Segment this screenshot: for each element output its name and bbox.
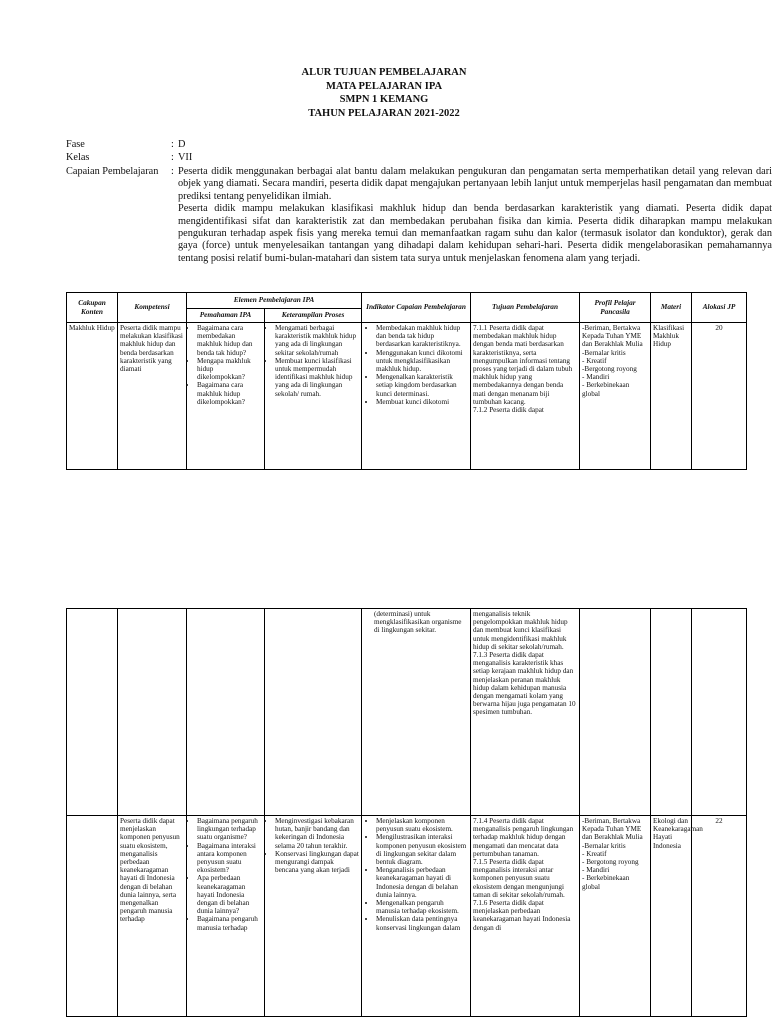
tujuan-text: 7.1.6 Peserta didik dapat menjelaskan perbedaan keanekaragaman hayati Indonesia dengan di — [473, 899, 571, 932]
cell-materi — [651, 816, 703, 1017]
cell-indikator — [362, 323, 471, 470]
cell-empty — [651, 609, 692, 816]
tujuan-text: 7.1.3 Peserta didik dapat menganalisis karakteristik khas setiap kerajaan makhluk hidup dan menjelaskan peranan makhluk hidup dalam kehidupan manusia dengan mengamati kolam yang berwarna hijau juga pengamatan 10 spesimen tumbuhan. — [473, 651, 576, 717]
profil-item: -Beriman, Bertakwa Kepada Tuhan YME dan Berakhlak Mulia — [582, 817, 643, 842]
profil-item: -Beriman, Bertakwa Kepada Tuhan YME dan Berakhlak Mulia — [582, 324, 643, 349]
header-keterampilan: Keterampilan Proses — [265, 309, 362, 323]
capaian-value — [178, 166, 772, 265]
cell-kompetensi — [118, 323, 187, 470]
tujuan-text: 7.1.2 Peserta didik dapat — [473, 406, 544, 415]
cell-pemahaman — [187, 323, 265, 470]
tujuan-text: 7.1.4 Peserta didik dapat menganalisis pengaruh lingkungan terhadap makhluk hidup dengan mengamati dan mencatat data pertumbuhan tanaman. — [473, 817, 574, 858]
colon: : — [171, 152, 174, 163]
cell-keterampilan — [265, 323, 362, 470]
title-line: MATA PELAJARAN IPA — [325, 80, 443, 92]
profil-item: - Kreatif — [582, 849, 607, 858]
title-line: ALUR TUJUAN PEMBELAJARAN — [301, 67, 467, 78]
list-item: • Mengilustrasikan interaksi komponen penyusun ekosistem di lingkungan sekitar dalam bentuk diagram. — [376, 833, 468, 866]
title-line: TAHUN PELAJARAN 2021-2022 — [308, 107, 460, 119]
document-title — [0, 66, 768, 120]
fase-label: Fase — [66, 139, 85, 150]
alokasi-text: 20 — [715, 324, 723, 332]
cell-alokasi — [692, 816, 747, 1017]
cell-pemahaman — [187, 816, 265, 1017]
list-item: • Bagaimana interaksi antara komponen penyusun suatu ekosistem? — [197, 842, 262, 875]
cell-alokasi — [692, 323, 747, 470]
list-item: • Bagaimana cara makhluk hidup dikelompokkan? — [197, 381, 262, 406]
header-alokasi: Alokasi JP — [692, 293, 747, 323]
list-item: • Menganalisis perbedaan keanekaragaman hayati di Indonesia dengan di belahan dunia lainnya. — [376, 866, 468, 899]
materi-text: Klasifikasi Makhluk Hidup — [653, 324, 685, 349]
cell-tujuan — [471, 816, 580, 1017]
list-item: • Mengamati berbagai karakteristik makhluk hidup yang ada di lingkungan sekitar sekolah/rumah — [275, 324, 359, 357]
cell-indikator — [362, 609, 471, 816]
tujuan-text: menganalisis teknik pengelompokkan makhluk hidup dan membuat kunci klasifikasi untuk mengidentifikasi makhluk hidup di sekitar sekolah/rumah. — [473, 610, 568, 651]
cakupan-text: Makhluk Hidup — [69, 324, 115, 332]
kompetensi-text: Peserta didik mampu melakukan klasifikasi makhluk hidup dan benda berdasarkan karakteristik yang diamati — [120, 324, 183, 374]
list-item: • Menuliskan data pentingnya konservasi lingkungan dalam — [376, 915, 468, 931]
list-item: • Menggunakan kunci dikotomi untuk mengklasifikasikan makhluk hidup. — [376, 349, 468, 374]
header-pemahaman: Pemahaman IPA — [187, 309, 265, 323]
fase-value: D — [178, 139, 186, 150]
cell-tujuan — [471, 609, 580, 816]
learning-flow-table-1 — [66, 292, 747, 470]
colon: : — [171, 139, 174, 150]
tujuan-text: 7.1.5 Peserta didik dapat menganalisis interaksi antar komponen penyusun suatu ekosistem dengan mengunjungi taman di sekitar sekolah/rumah. — [473, 858, 565, 899]
materi-text: Ekologi dan Keanekaragaman Hayati Indonesia — [653, 817, 703, 850]
list-item: • Bagaimana pengaruh lingkungan terhadap suatu organisme? — [197, 817, 262, 842]
tujuan-text: 7.1.1 Peserta didik dapat membedakan makhluk hidup dengan benda mati berdasarkan karakteristiknya, serta mengumpulkan informasi tentang proses yang terjadi di dalam tubuh makhluk hidup yang membedakannya dengan benda mati dengan menanam biji tumbuhan kacang. — [473, 324, 573, 406]
title-line: SMPN 1 KEMANG — [339, 94, 429, 105]
header-tujuan: Tujuan Pembelajaran — [471, 293, 580, 323]
capaian-paragraph-2: Peserta didik mampu melakukan klasifikasi makhluk hidup dan benda berdasarkan karakteristik yang diamati. Peserta didik dapat mengidentifikasi sifat dan karakteristik zat dan membedakan perubahan fisika dan kimia. Peserta didik diharapkan mampu melakukan pengukuran terhadap aspek fisis yang mereka temui dan memanfaatkan ragam suhu dan kalor (termasuk isolator dan konduktor), gerak dan gaya (force) untuk menyelesaikan tantangan yang dihadapi dalam kehidupan sehari-hari. Peserta didik mengelaborasikan pemahamannya tentang posisi relatif bumi-bulan-matahari dan sistem tata surya untuk menjelaskan fenomena alam yang terjadi. — [178, 203, 772, 264]
profil-item: - Mandiri — [582, 373, 610, 382]
kelas-label: Kelas — [66, 152, 90, 163]
header-indikator: Indikator Capaian Pembelajaran — [362, 293, 471, 323]
profil-item: -Bernalar kritis — [582, 348, 626, 357]
cell-profil — [580, 816, 651, 1017]
header-kompetensi: Kompetensi — [118, 293, 187, 323]
cell-tujuan — [471, 323, 580, 470]
cell-empty — [692, 609, 747, 816]
cell-empty — [187, 609, 265, 816]
kelas-value: VII — [178, 152, 193, 163]
list-item: • Bagaimana cara membedakan makhluk hidup dan benda tak hidup? — [197, 324, 262, 357]
colon: : — [171, 166, 174, 177]
cell-empty — [580, 609, 651, 816]
cell-empty — [265, 609, 362, 816]
alokasi-text: 22 — [715, 817, 723, 825]
cell-kompetensi — [118, 816, 187, 1017]
profil-item: - Mandiri — [582, 866, 610, 875]
capaian-paragraph-1: Peserta didik menggunakan berbagai alat bantu dalam melakukan pengukuran dan pengamatan serta memperhatikan detail yang relevan dari objek yang diamati. Secara mandiri, peserta didik dapat mengajukan pertanyaan lebih lanjut untuk memperjelas hasil pengamatan dan membuat prediksi tentang penyelidikan ilmiah. — [178, 166, 772, 202]
header-cakupan: Cakupan Konten — [67, 293, 118, 323]
list-item: • Menjelaskan komponen penyusun suatu ekosistem. — [376, 817, 468, 833]
indikator-text: (determinasi) untuk mengklasifikasikan organisme di lingkungan sekitar. — [374, 610, 462, 635]
cell-keterampilan — [265, 816, 362, 1017]
profil-item: - Bergotong royong — [582, 858, 639, 867]
list-item: • Apa perbedaan keanekaragaman hayati Indonesia dengan di belahan dunia lainnya? — [197, 874, 262, 915]
list-item: • Konservasi lingkungan dapat mengurangi dampak bencana yang akan terjadi — [275, 850, 359, 875]
profil-item: - Berkebinekaan global — [582, 874, 630, 891]
kompetensi-text: Peserta didik dapat menjelaskan komponen penyusun suatu ekosistem, menganalisis perbedaan keanekaragaman hayati di Indonesia dengan di belahan dunia lainnya, serta mengenalkan pengaruh manusia terhadap — [120, 817, 180, 924]
cell-empty — [67, 816, 118, 1017]
list-item: • Membedakan makhluk hidup dan benda tak hidup berdasarkan karakteristiknya. — [376, 324, 468, 349]
header-profil: Profil Pelajar Pancasila — [580, 293, 651, 323]
learning-flow-table-2 — [66, 608, 747, 1017]
profil-item: - Berkebinekaan global — [582, 381, 630, 398]
cell-materi — [651, 323, 692, 470]
cell-cakupan — [67, 323, 118, 470]
capaian-label: Capaian Pembelajaran — [66, 166, 159, 177]
profil-item: -Bernalar kritis — [582, 841, 626, 850]
profil-item: -Bergotong royong — [582, 365, 637, 374]
cell-empty — [67, 609, 118, 816]
profil-item: - Kreatif — [582, 356, 607, 365]
list-item: • Mengenalkan karakteristik setiap kingdom berdasarkan kunci determinasi. — [376, 373, 468, 398]
list-item: • Membuat kunci dikotomi — [376, 398, 468, 406]
header-materi: Materi — [651, 293, 692, 323]
cell-profil — [580, 323, 651, 470]
header-elemen: Elemen Pembelajaran IPA — [187, 293, 362, 309]
list-item: • Bagaimana pengaruh manusia terhadap — [197, 915, 262, 931]
list-item: • Menginvestigasi kebakaran hutan, banjir bandang dan kekeringan di Indonesia selama 20 tahun terakhir. — [275, 817, 359, 850]
list-item: • Membuat kunci klasifikasi untuk mempermudah identifikasi makhluk hidup yang ada di lingkungan sekolah/ rumah. — [275, 357, 359, 398]
cell-empty — [118, 609, 187, 816]
list-item: • Mengenalkan pengaruh manusia terhadap ekosistem. — [376, 899, 468, 915]
list-item: • Mengapa makhluk hidup dikelompokkan? — [197, 357, 262, 382]
cell-indikator — [362, 816, 471, 1017]
